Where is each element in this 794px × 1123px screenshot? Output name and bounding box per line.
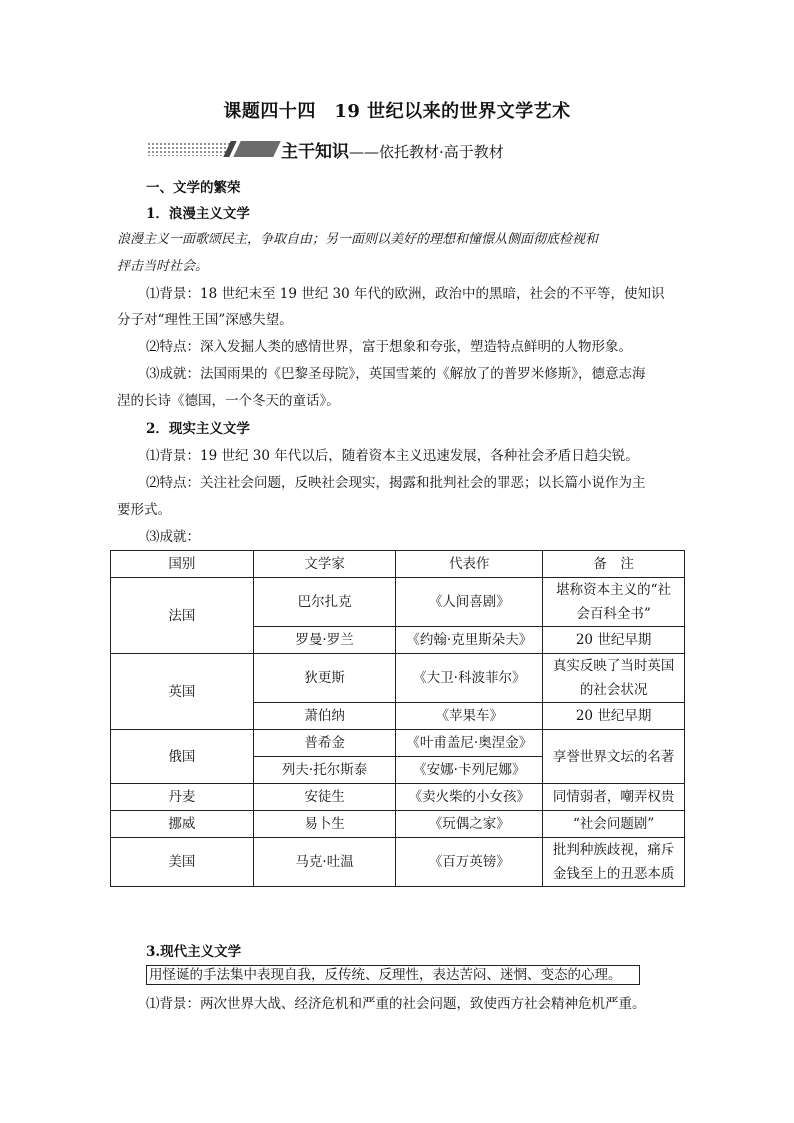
note-line: 的社会状况 bbox=[579, 682, 648, 698]
work-cell: 《玩偶之家》 bbox=[396, 811, 543, 838]
work-cell: 《苹果车》 bbox=[396, 703, 543, 730]
romanticism-features: ⑵特点：深入发掘人类的感情世界，富于想象和夸张，塑造特点鲜明的人物形象。 bbox=[146, 339, 632, 355]
author-cell: 狄更斯 bbox=[253, 654, 396, 703]
modernism-boxed-note: 用怪诞的手法集中表现自我，反传统、反理性，表达苦闷、迷惘、变态的心理。 bbox=[146, 965, 640, 985]
note-cell bbox=[543, 654, 685, 703]
work-cell: 《大卫·科波菲尔》 bbox=[396, 654, 543, 703]
subheading-realism: 2．现实主义文学 bbox=[146, 421, 250, 437]
realism-background: ⑴背景：19 世纪 30 年代以后，随着资本主义迅速发展，各种社会矛盾日趋尖锐。 bbox=[146, 448, 639, 464]
table-row bbox=[111, 838, 685, 887]
note-cell: 20 世纪早期 bbox=[543, 703, 685, 730]
country-cell: 法国 bbox=[111, 578, 254, 654]
banner-dot-pattern bbox=[147, 142, 231, 156]
country-cell: 美国 bbox=[111, 838, 254, 887]
table-row bbox=[111, 784, 685, 811]
note-line: 真实反映了当时英国 bbox=[552, 658, 675, 674]
country-cell: 俄国 bbox=[111, 730, 254, 784]
banner-label bbox=[281, 137, 504, 162]
romanticism-achievements-line2: 涅的长诗《德国，一个冬天的童话》。 bbox=[117, 393, 340, 409]
table-row bbox=[111, 654, 685, 703]
romanticism-background-line2: 分子对“理性王国”深感失望。 bbox=[117, 312, 293, 328]
table-row bbox=[111, 730, 685, 757]
author-cell: 马克·吐温 bbox=[253, 838, 396, 887]
table-header-row bbox=[111, 551, 685, 578]
realism-features-line2: 要形式。 bbox=[117, 502, 171, 518]
note-cell: 同情弱者，嘲弄权贵 bbox=[543, 784, 685, 811]
romanticism-achievements-line1: ⑶成就：法国雨果的《巴黎圣母院》，英国雪莱的《解放了的普罗米修斯》，德意志海 bbox=[146, 366, 646, 382]
country-cell: 挪威 bbox=[111, 811, 254, 838]
author-cell: 普希金 bbox=[253, 730, 396, 757]
subheading-romanticism: 1．浪漫主义文学 bbox=[146, 206, 250, 222]
work-cell: 《人间喜剧》 bbox=[396, 578, 543, 627]
note-line: 批判种族歧视，痛斥 bbox=[552, 842, 675, 858]
note-line: 金钱至上的丑恶本质 bbox=[552, 866, 675, 882]
author-cell: 安徒生 bbox=[253, 784, 396, 811]
work-cell: 《安娜·卡列尼娜》 bbox=[396, 757, 543, 784]
header-note: 备 注 bbox=[543, 551, 685, 578]
header-author: 文学家 bbox=[253, 551, 396, 578]
section-banner bbox=[147, 137, 567, 163]
romanticism-background-line1: ⑴背景：18 世纪末至 19 世纪 30 年代的欧洲，政治中的黑暗，社会的不平等，使知识 bbox=[146, 286, 665, 302]
author-cell: 罗曼·罗兰 bbox=[253, 627, 396, 654]
header-country: 国别 bbox=[111, 551, 254, 578]
author-cell: 巴尔扎克 bbox=[253, 578, 396, 627]
banner-subheading: ——依托教材·高于教材 bbox=[349, 143, 504, 161]
modernism-background: ⑴背景：两次世界大战、经济危机和严重的社会问题，致使西方社会精神危机严重。 bbox=[146, 996, 646, 1012]
work-cell: 《卖火柴的小女孩》 bbox=[396, 784, 543, 811]
note-cell: “社会问题剧” bbox=[543, 811, 685, 838]
header-work: 代表作 bbox=[396, 551, 543, 578]
table-row bbox=[111, 578, 685, 627]
note-cell bbox=[543, 578, 685, 627]
country-cell: 丹麦 bbox=[111, 784, 254, 811]
page-title: 课题四十四 19 世纪以来的世界文学艺术 bbox=[223, 101, 571, 122]
note-cell: 享誉世界文坛的名著 bbox=[543, 730, 685, 784]
realism-works-table bbox=[110, 550, 685, 887]
table-row bbox=[111, 811, 685, 838]
work-cell: 《约翰·克里斯朵夫》 bbox=[396, 627, 543, 654]
work-cell: 《叶甫盖尼·奥涅金》 bbox=[396, 730, 543, 757]
author-cell: 易卜生 bbox=[253, 811, 396, 838]
subheading-modernism: 3.现代主义文学 bbox=[146, 944, 242, 960]
note-cell: 20 世纪早期 bbox=[543, 627, 685, 654]
note-cell bbox=[543, 838, 685, 887]
note-line: 堪称资本主义的“社 bbox=[556, 582, 672, 598]
author-cell: 萧伯纳 bbox=[253, 703, 396, 730]
note-line: 会百科全书” bbox=[576, 606, 651, 622]
author-cell: 列夫·托尔斯泰 bbox=[253, 757, 396, 784]
romanticism-note-line1: 浪漫主义一面歌颂民主，争取自由；另一面则以美好的理想和憧憬从侧面彻底检视和 bbox=[117, 232, 599, 247]
country-cell: 英国 bbox=[111, 654, 254, 730]
realism-achievements-label: ⑶成就： bbox=[146, 529, 200, 545]
realism-features-line1: ⑵特点：关注社会问题，反映社会现实，揭露和批判社会的罪恶；以长篇小说作为主 bbox=[146, 475, 646, 491]
banner-heading: 主干知识 bbox=[281, 142, 349, 162]
section-heading-literature: 一、文学的繁荣 bbox=[146, 180, 241, 196]
romanticism-note-line2: 抨击当时社会。 bbox=[117, 259, 209, 274]
work-cell: 《百万英镑》 bbox=[396, 838, 543, 887]
banner-bar-decoration bbox=[233, 141, 280, 157]
